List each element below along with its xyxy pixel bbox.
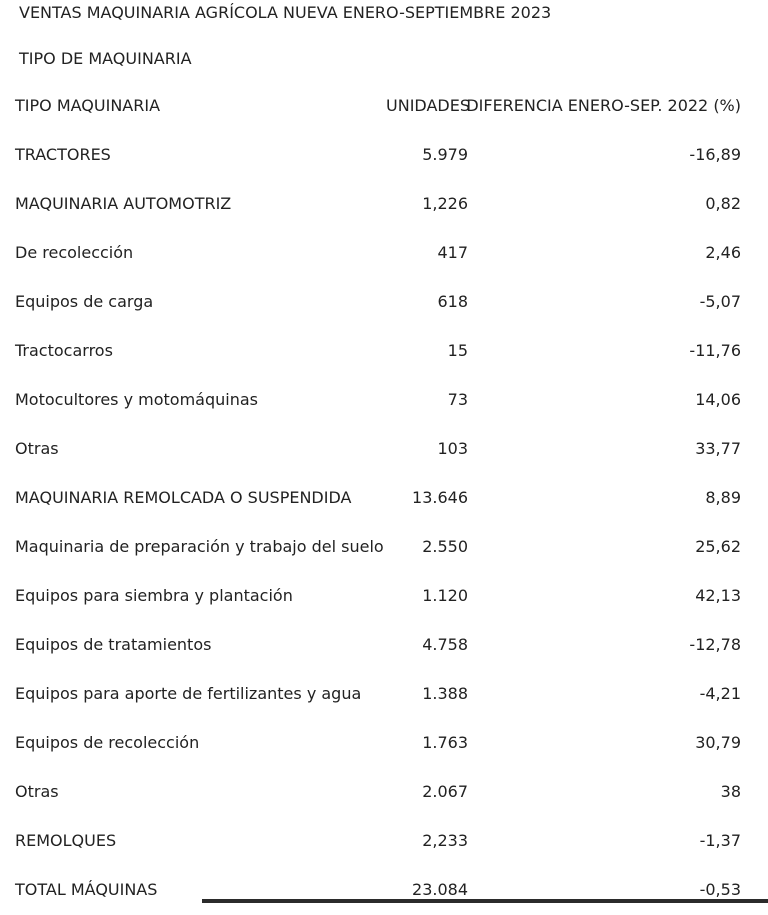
row-difference-cell: 2,46	[705, 243, 741, 262]
table-row	[0, 523, 768, 572]
table-body	[0, 131, 768, 915]
row-difference-cell: 14,06	[695, 390, 741, 409]
table-row	[0, 572, 768, 621]
row-units-cell: 23.084	[412, 880, 468, 899]
table-row	[0, 670, 768, 719]
row-units-cell: 1.388	[422, 684, 468, 703]
row-units-cell: 1.763	[422, 733, 468, 752]
table-row	[0, 278, 768, 327]
row-type-cell: Equipos para aporte de fertilizantes y agua	[15, 684, 362, 703]
row-difference-cell: -1,37	[699, 831, 741, 850]
row-difference-cell: 0,82	[705, 194, 741, 213]
row-type-cell: Otras	[15, 782, 59, 801]
table-header-row	[0, 82, 768, 131]
column-header-type: TIPO MAQUINARIA	[15, 96, 161, 115]
row-units-cell: 417	[437, 243, 468, 262]
table-row	[0, 621, 768, 670]
row-type-cell: Motocultores y motomáquinas	[15, 390, 258, 409]
row-units-cell: 1,226	[422, 194, 468, 213]
table-row	[0, 180, 768, 229]
row-type-cell: MAQUINARIA AUTOMOTRIZ	[15, 194, 232, 213]
table-row	[0, 376, 768, 425]
row-type-cell: Otras	[15, 439, 59, 458]
row-type-cell: Maquinaria de preparación y trabajo del suelo	[15, 537, 384, 556]
row-difference-cell: 38	[720, 782, 741, 801]
table-subtitle: TIPO DE MAQUINARIA	[19, 49, 192, 68]
row-units-cell: 15	[447, 341, 468, 360]
row-difference-cell: 30,79	[695, 733, 741, 752]
table-row	[0, 817, 768, 866]
table-row	[0, 474, 768, 523]
row-units-cell: 2,233	[422, 831, 468, 850]
row-difference-cell: -12,78	[689, 635, 741, 654]
row-type-cell: MAQUINARIA REMOLCADA O SUSPENDIDA	[15, 488, 352, 507]
row-type-cell: Equipos de recolección	[15, 733, 200, 752]
row-difference-cell: -5,07	[699, 292, 741, 311]
row-units-cell: 103	[437, 439, 468, 458]
row-units-cell: 618	[437, 292, 468, 311]
table-row	[0, 131, 768, 180]
row-type-cell: TOTAL MÁQUINAS	[15, 880, 158, 899]
row-units-cell: 73	[447, 390, 468, 409]
row-difference-cell: 8,89	[705, 488, 741, 507]
row-difference-cell: 25,62	[695, 537, 741, 556]
table-row	[0, 229, 768, 278]
row-units-cell: 2.067	[422, 782, 468, 801]
table-row	[0, 866, 768, 915]
row-type-cell: REMOLQUES	[15, 831, 117, 850]
row-difference-cell: -11,76	[689, 341, 741, 360]
table-row	[0, 327, 768, 376]
row-type-cell: De recolección	[15, 243, 134, 262]
row-type-cell: TRACTORES	[15, 145, 111, 164]
row-difference-cell: -16,89	[689, 145, 741, 164]
row-type-cell: Equipos de carga	[15, 292, 154, 311]
table-title: VENTAS MAQUINARIA AGRÍCOLA NUEVA ENERO-SEPTIEMBRE 2023	[19, 3, 552, 22]
table-row	[0, 768, 768, 817]
row-type-cell: Equipos de tratamientos	[15, 635, 212, 654]
bottom-divider	[202, 899, 768, 903]
row-difference-cell: 33,77	[695, 439, 741, 458]
row-units-cell: 4.758	[422, 635, 468, 654]
machinery-sales-table	[0, 82, 768, 915]
table-row	[0, 425, 768, 474]
column-header-units: UNIDADES	[386, 96, 470, 115]
row-units-cell: 5.979	[422, 145, 468, 164]
column-header-difference: DIFERENCIA ENERO-SEP. 2022 (%)	[466, 96, 741, 115]
row-difference-cell: -4,21	[699, 684, 741, 703]
row-units-cell: 1.120	[422, 586, 468, 605]
table-row	[0, 719, 768, 768]
row-units-cell: 13.646	[412, 488, 468, 507]
row-type-cell: Tractocarros	[15, 341, 113, 360]
row-units-cell: 2.550	[422, 537, 468, 556]
row-difference-cell: 42,13	[695, 586, 741, 605]
row-difference-cell: -0,53	[699, 880, 741, 899]
row-type-cell: Equipos para siembra y plantación	[15, 586, 293, 605]
